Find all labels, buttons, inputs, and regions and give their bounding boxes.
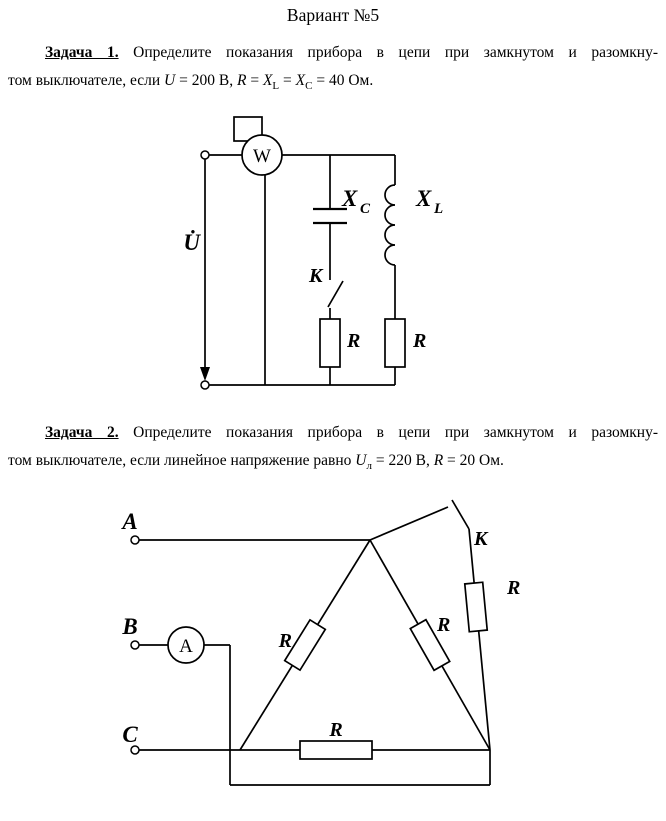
resistor-bottom (300, 741, 372, 759)
phase-c-label: C (122, 722, 138, 747)
r-inner-label: R (437, 614, 451, 636)
task1-seg4: = 40 Ом. (312, 71, 374, 89)
ammeter-label: A (179, 636, 193, 657)
task1-line1 (8, 39, 658, 67)
circuit2-resistors (285, 582, 488, 759)
task2-line1 (8, 419, 658, 447)
task1-var-u: U (164, 71, 176, 89)
phase-b-label: B (122, 614, 138, 639)
task1-var-xc-sub: C (305, 79, 313, 92)
terminal-bottom (201, 381, 209, 389)
task1-line2 (8, 67, 658, 95)
capacitor-xc (313, 209, 347, 223)
task1-seg3: = (279, 71, 296, 89)
xl-sub-label: L (434, 201, 444, 217)
r-outer-label: R (507, 577, 521, 599)
task1-seg2: = (246, 71, 263, 89)
task1-text1: Определите показания прибора в цепи при замкнутом и разомкну- (118, 44, 658, 61)
terminal-top (201, 151, 209, 159)
task2-var-u: U (355, 451, 367, 469)
switch2-label: К (474, 528, 488, 550)
voltage-label: U̇ (183, 230, 200, 255)
terminal-a (131, 536, 139, 544)
task2-statement (8, 419, 658, 474)
resistor-mid (320, 319, 340, 367)
task1-var-xc: X (295, 71, 306, 89)
r-right-label: R (413, 330, 427, 352)
voltage-arrowhead-icon (200, 367, 210, 381)
switch-branch-wire2 (469, 529, 490, 750)
task2-text2: том выключателе, если линейное напряжение равно (8, 451, 356, 469)
switch-lever (328, 281, 343, 307)
task1-statement (8, 39, 658, 94)
switch1-label: К (309, 265, 323, 287)
terminal-c (131, 746, 139, 754)
inductor-xl (385, 185, 395, 265)
circuit1-wires (205, 155, 395, 385)
task1-text2: том выключателе, если (8, 71, 165, 89)
xc-sub-label: C (360, 201, 371, 217)
task2-seg2: = 20 Ом. (443, 451, 504, 469)
xc-label: X (342, 186, 358, 211)
circuit2-diagram (0, 495, 666, 821)
terminal-b (131, 641, 139, 649)
r-left-label: R (278, 630, 292, 652)
task2-label: Задача 2. (45, 424, 119, 441)
task1-label: Задача 1. (45, 44, 119, 61)
resistor-right (385, 319, 405, 367)
task2-var-u-sub: л (366, 459, 372, 472)
phase-a-label: A (122, 509, 138, 534)
xl-label: X (416, 186, 432, 211)
page-title: Вариант №5 (286, 5, 380, 25)
switch-lever (452, 500, 469, 529)
switch-branch-wire (370, 507, 448, 540)
task1-var-xl: X (262, 71, 273, 89)
resistor-outer (465, 582, 487, 631)
task1-var-xl-sub: L (272, 79, 280, 92)
wattmeter-label: W (253, 146, 271, 167)
r-mid-label: R (347, 330, 361, 352)
task2-line2 (8, 447, 658, 475)
task1-var-r: R (236, 71, 247, 89)
circuit1-diagram (0, 105, 666, 415)
task2-var-r: R (433, 451, 444, 469)
r-bottom-label: R (329, 719, 343, 741)
task1-seg1: = 200 В, (175, 71, 237, 89)
task2-text1: Определите показания прибора в цепи при замкнутом и разомкну- (118, 424, 658, 441)
task2-seg1: = 220 В, (371, 451, 434, 469)
